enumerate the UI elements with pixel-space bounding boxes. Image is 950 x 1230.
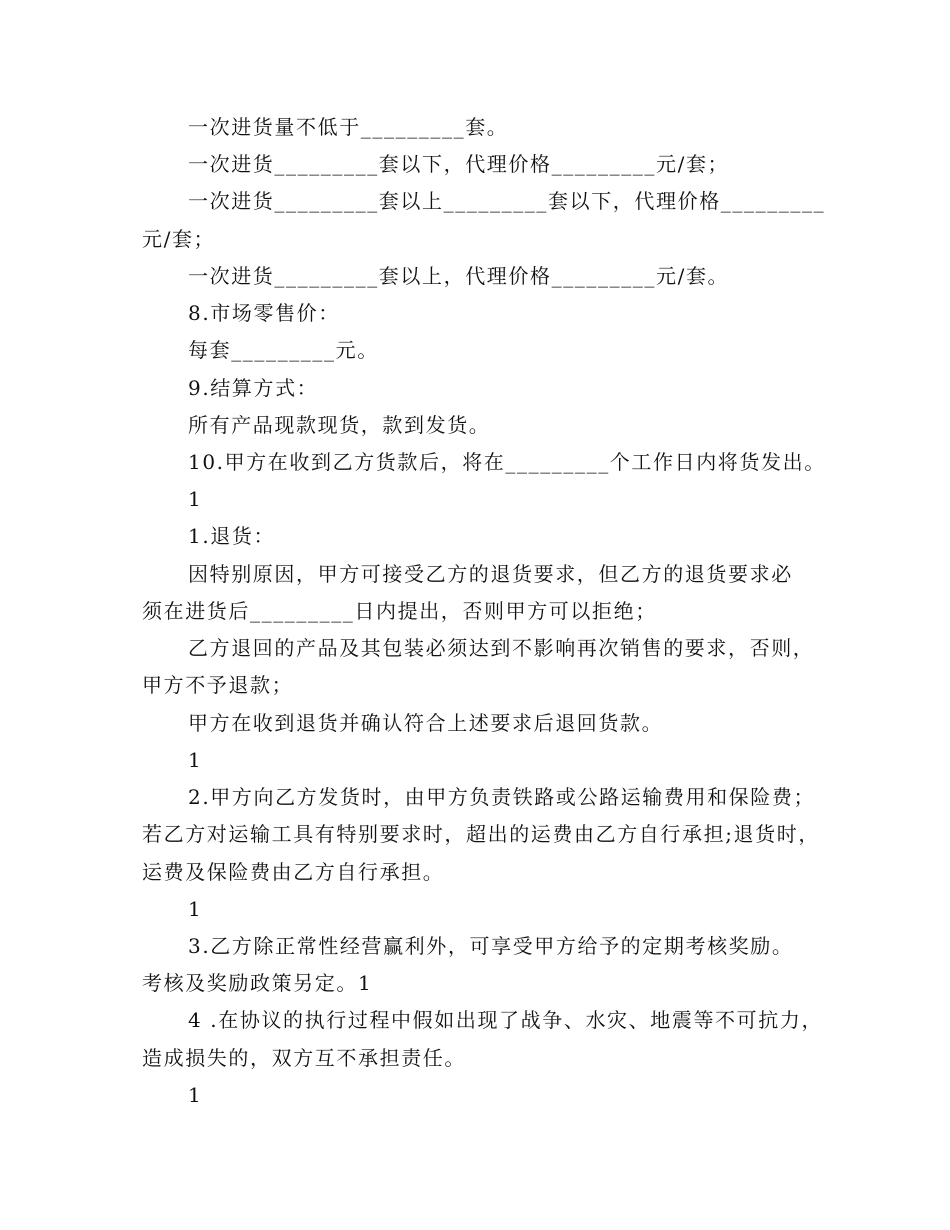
text-line-freight-2: 若乙方对运输工具有特别要求时，超出的运费由乙方自行承担;退货时， xyxy=(142,822,820,846)
text-line-force-majeure-2: 造成损失的，双方互不承担责任。 xyxy=(142,1046,466,1070)
text-line-returns-1: 因特别原因，甲方可接受乙方的退货要求，但乙方的退货要求必 xyxy=(188,562,793,586)
text-line-settlement: 所有产品现款现货，款到发货。 xyxy=(188,413,491,437)
text-line-price-tier-1: 一次进货_________套以下，代理价格_________元/套； xyxy=(188,152,730,176)
text-line-returns-2-cont: 甲方不予退款； xyxy=(142,673,294,697)
text-line-freight-3: 运费及保险费由乙方自行承担。 xyxy=(142,860,445,884)
text-line-returns-3: 甲方在收到退货并确认符合上述要求后退回货款。 xyxy=(188,711,664,735)
text-line-returns-1-cont: 须在进货后_________日内提出，否则甲方可以拒绝； xyxy=(142,599,657,623)
section-heading-retail-price: 8.市场零售价： xyxy=(188,301,340,325)
text-line-marker: 1 xyxy=(188,748,203,772)
text-line-min-order: 一次进货量不低于_________套。 xyxy=(188,115,509,139)
section-heading-settlement: 9.结算方式： xyxy=(188,376,319,400)
text-line-incentive-1: 3.乙方除正常性经营赢利外，可享受甲方给予的定期考核奖励。 xyxy=(188,934,794,958)
text-line-price-tier-2: 一次进货_________套以上_________套以下，代理价格_________ xyxy=(188,189,826,213)
text-line-force-majeure-1: 4 .在协议的执行过程中假如出现了战争、水灾、地震等不可抗力， xyxy=(188,1008,824,1032)
text-line-freight-1: 2.甲方向乙方发货时，由甲方负责铁路或公路运输费用和保险费； xyxy=(188,785,816,809)
text-line-incentive-2: 考核及奖励政策另定。1 xyxy=(142,971,373,995)
text-line-marker: 1 xyxy=(188,1083,203,1107)
text-line-price-tier-3: 一次进货_________套以上，代理价格_________元/套。 xyxy=(188,264,730,288)
text-line-marker: 1 xyxy=(188,897,203,921)
text-line-marker: 1 xyxy=(188,487,203,511)
text-line-returns-2: 乙方退回的产品及其包装必须达到不影响再次销售的要求，否则， xyxy=(188,636,815,660)
text-line-retail-price: 每套_________元。 xyxy=(188,338,379,362)
text-line-shipping-days: 10.甲方在收到乙方货款后，将在_________个工作日内将货发出。 xyxy=(188,450,826,474)
text-line-price-tier-2-cont: 元/套； xyxy=(142,227,216,251)
section-heading-returns: 1.退货： xyxy=(188,524,276,548)
